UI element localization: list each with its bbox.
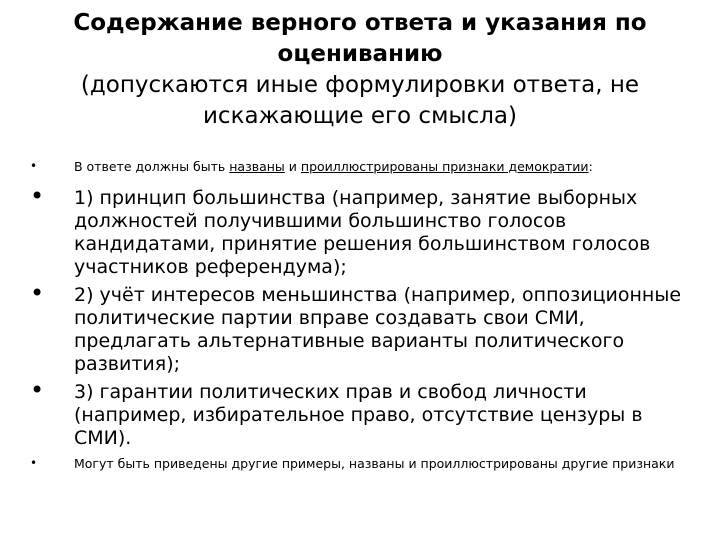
- intro-underlined-illustrated: проиллюстрированы признаки демократии: [300, 159, 589, 174]
- bullet-intro: [30, 158, 695, 175]
- bullet-footer: [30, 455, 695, 472]
- bullet-item-2: [30, 279, 695, 376]
- intro-suffix: :: [588, 159, 593, 174]
- bullet-list: [30, 158, 695, 484]
- bullet-icon: •: [30, 182, 45, 210]
- bullet-item-1: [30, 182, 695, 279]
- intro-underlined-named: названы: [229, 159, 285, 174]
- title-main: Содержание верного ответа и указания по оцениванию: [73, 10, 647, 67]
- bullet-icon: •: [30, 159, 38, 173]
- footer-text: Могут быть приведены другие примеры, названы и проиллюстрированы другие признаки: [74, 456, 675, 471]
- slide-title: [40, 8, 680, 132]
- bullet-item-text: 3) гарантии политических прав и свобод личности (например, избирательное право, отсутствие цензуры в СМИ).: [74, 381, 643, 449]
- intro-prefix: В ответе должны быть: [74, 159, 230, 174]
- intro-middle: и: [284, 159, 301, 174]
- bullet-item-text: 1) принцип большинства (например, занятие выборных должностей получившими большинство голосов кандидатами, принятие решения большинством голосов участников референдума);: [74, 187, 651, 278]
- title-subtitle: (допускаются иные формулировки ответа, не искажающие его смысла): [80, 72, 640, 129]
- bullet-icon: •: [30, 456, 38, 470]
- bullet-item-text: 2) учёт интересов меньшинства (например, оппозиционные политические партии вправе создавать свои СМИ, предлагать альтернативные варианты политического развития);: [74, 284, 682, 375]
- bullet-icon: •: [30, 376, 45, 404]
- bullet-item-3: [30, 376, 695, 450]
- bullet-icon: •: [30, 279, 45, 307]
